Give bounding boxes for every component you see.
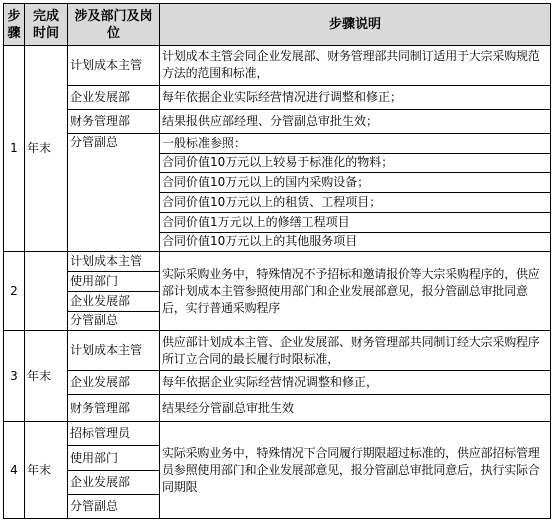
dept-cell: 企业发展部 [68, 370, 160, 394]
dept-cell: 企业发展部 [68, 470, 160, 494]
completion-time: 年末 [25, 422, 68, 519]
desc-cell: 结果报供应部经理、分管副总审批生效； [160, 109, 551, 133]
desc-cell: 供应部计划成本主管、企业发展部、财务管理部共同制订经大宗采购程序所订立合同的最长履行时限标准， [160, 331, 551, 371]
completion-time: 年末 [25, 46, 68, 252]
dept-cell: 分管副总 [68, 494, 160, 518]
table-row [4, 109, 551, 133]
dept-cell: 计划成本主管 [68, 46, 160, 86]
desc-cell: 计划成本主管会同企业发展部、财务管理部共同制订适用于大宗采购规范方法的范围和标准， [160, 46, 551, 86]
desc-cell: 合同价值10万元以上较易于标准化的物料； [160, 153, 551, 173]
dept-cell: 财务管理部 [68, 109, 160, 133]
completion-time: 年末 [25, 331, 68, 422]
desc-cell: 结果经分管副总审批生效 [160, 394, 551, 421]
desc-cell: 一般标准参照： [160, 133, 551, 153]
header-row [4, 4, 551, 46]
dept-cell: 企业发展部 [68, 291, 160, 311]
desc-cell: 每年依据企业实际经营情况进行调整和修正； [160, 85, 551, 109]
dept-cell: 使用部门 [68, 446, 160, 470]
table-row [4, 422, 551, 446]
dept-cell: 企业发展部 [68, 85, 160, 109]
dept-cell: 使用部门 [68, 272, 160, 292]
desc-cell: 实际采购业务中，特殊情况不予招标和邀请报价等大宗采购程序的，供应部计划成本主管参照使用部门和企业发展部意见，报分管副总审批同意后，实行普通采购程序 [160, 252, 551, 331]
step-number: 1 [4, 46, 25, 252]
dept-cell: 财务管理部 [68, 394, 160, 421]
dept-cell: 分管副总 [68, 133, 160, 252]
header-dept: 涉及部门及岗位 [68, 4, 160, 46]
dept-cell: 计划成本主管 [68, 331, 160, 371]
header-time: 完成时间 [25, 4, 68, 46]
dept-cell: 分管副总 [68, 311, 160, 331]
procedure-table [3, 3, 551, 519]
completion-time [25, 252, 68, 331]
desc-cell: 合同价值10万元以上的国内采购设备； [160, 173, 551, 193]
step-number: 4 [4, 422, 25, 519]
table-row [4, 46, 551, 86]
header-desc: 步骤说明 [160, 4, 551, 46]
table-row [4, 331, 551, 371]
step-number: 2 [4, 252, 25, 331]
desc-cell: 合同价值10万元以上的租赁、工程项目； [160, 193, 551, 213]
table-row [4, 133, 551, 153]
dept-cell: 招标管理员 [68, 422, 160, 446]
desc-cell: 合同价值10万元以上的其他服务项目 [160, 232, 551, 252]
table-row [4, 370, 551, 394]
table-row [4, 85, 551, 109]
table-row [4, 252, 551, 272]
step-number: 3 [4, 331, 25, 422]
desc-cell: 每年依据企业实际经营情况调整和修正， [160, 370, 551, 394]
header-step: 步骤 [4, 4, 25, 46]
desc-cell: 合同价值1万元以上的修缮工程项目 [160, 212, 551, 232]
table-row [4, 394, 551, 421]
dept-cell: 计划成本主管 [68, 252, 160, 272]
desc-cell: 实际采购业务中，特殊情况下合同履行期限超过标准的，供应部招标管理员参照使用部门和企业发展部意见，报分管副总审批同意后，执行实际合同期限 [160, 422, 551, 519]
